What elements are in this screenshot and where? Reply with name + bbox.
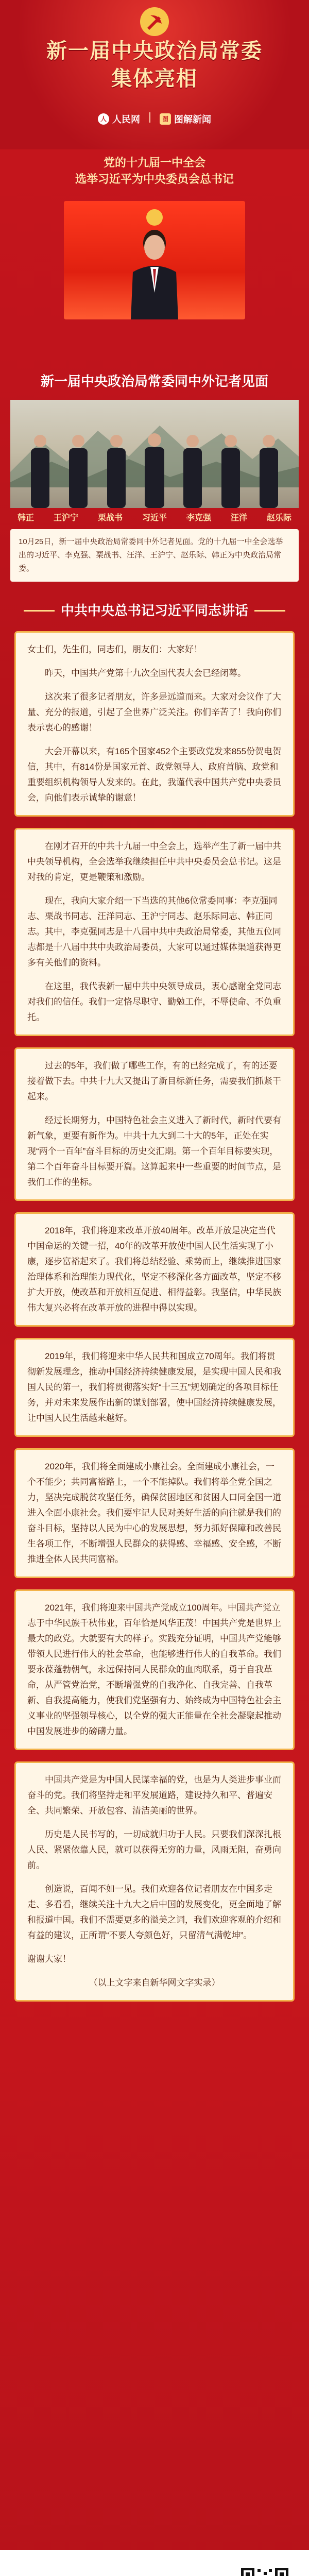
intro-paragraph: 10月25日，新一届中央政治局常委同中外记者见面。党的十九届一中全会选举出的习近平、李克强、栗战书、汪洋、王沪宁、赵乐际、韩正为中央政治局常委。 [10,529,299,582]
speech-card [14,1047,295,1201]
emblem-backdrop-icon [141,208,168,227]
member-name: 李克强 [186,514,211,522]
people-daily-logo [98,112,140,126]
speech-paragraph: 历史是人民书写的，一切成就归功于人民。只要我们深深扎根人民、紧紧依靠人民，就可以获得无穷的力量，风雨无阻，奋勇向前。 [27,1829,281,1870]
photo-caption-line1: 党的十九届一中全会 [103,156,205,169]
logo2-text: 图解新闻 [174,114,211,125]
speech-paragraph: 在这里，我代表新一届中共中央领导成员，衷心感谢全党同志对我们的信任。我们一定恪尽职守、勤勉工作，不辱使命、不负重托。 [27,981,281,1022]
speech-title: 中共中央总书记习近平同志讲话 [60,603,248,618]
speech-paragraph: 2020年，我们将全面建成小康社会。全面建成小康社会，一个不能少；共同富裕路上，一个不能掉队。我们将举全党全国之力，坚决完成脱贫攻坚任务，确保贫困地区和贫困人口同全国一道进入全面小康社会。我们要牢记人民对美好生活的向往就是我们的奋斗目标，坚持以人民为中心的发展思想，努力抓好保障和改善民生各项工作，不断增强人民群众的获得感、幸福感、安全感，不断推进全体人民共同富裕。 [27,1462,281,1564]
member-name: 栗战书 [97,514,123,522]
header-banner [0,0,309,149]
speech-card [14,631,295,817]
speech-paragraph: 女士们，先生们，同志们，朋友们：大家好！ [27,645,202,654]
graphic-news-logo [160,112,211,126]
leader-photo [64,201,245,319]
speech-paragraph: 经过长期努力，中国特色社会主义进入了新时代，新时代要有新气象，更要有新作为。中共十九大到二十大的5年，正处在实现“两个一百年”奋斗目标的历史交汇期。第一个百年目标要实现，第二个百年奋斗目标要开篇。这算起来中一些重要的时间节点，是我们工作的坐标。 [27,1115,281,1187]
speech-title-row [0,600,309,621]
graphic-news-icon: 图 [160,113,171,125]
speech-cards [14,631,295,2002]
header-logos [0,112,309,126]
member-name: 赵乐际 [266,514,291,522]
speech-paragraph: 2021年，我们将迎来中国共产党成立100周年。中国共产党立志于中华民族千秋伟业，百年恰是风华正茂！中国共产党是世界上最大的政党。大就要有大的样子。实践充分证明，中国共产党能够带领人民进行伟大的社会革命，也能够进行伟大的自我革命。我们要永葆蓬勃朝气，永远保持同人民群众的血肉联系，勇于自我革命，从严管党治党，不断增强党的自我净化、自我完善、自我革新、自我提高能力，使我们党坚强有力、始终成为中国特色社会主义事业的坚强领导核心，以全党的强大正能量在全社会凝聚起推动中国发展进步的磅礴力量。 [27,1603,281,1736]
group-section-title: 新一届中央政治局常委同中外记者见面 [40,374,268,389]
speech-card [14,1761,295,2002]
group-photo [10,400,299,508]
speech-card [14,1589,295,1750]
standing-committee-figures [21,426,288,508]
leader-photo-block [0,149,309,366]
member-names [10,511,299,523]
speech-paragraph: 昨天，中国共产党第十九次全国代表大会已经闭幕。 [45,668,246,678]
speech-paragraph: 2018年，我们将迎来改革开放40周年。改革开放是决定当代中国命运的关键一招，40年的改革开放使中国人民生活实现了小康，逐步富裕起来了。我们将总结经验、乘势而上，继续推进国家治理体系和治理能力现代化，坚定不移深化各方面改革，坚定不移扩大开放，使改革和开放相互促进、相得益彰。我坚信，中华民族伟大复兴必将在改革开放的进程中得以实现。 [27,1226,281,1313]
leader-figure-icon [126,226,183,319]
main-title-line2: 集体亮相 [111,67,198,90]
speech-card [14,1448,295,1578]
speech-card [14,1212,295,1327]
logo-divider [149,112,150,123]
photo-caption-line2: 选举习近平为中央委员会总书记 [75,173,234,185]
logo1-text: 人民网 [112,114,140,125]
speech-paragraph: 创造说，百闻不如一见。我们欢迎各位记者朋友在中国多走走、多看看，继续关注十九大之后中国的发展变化，更全面地了解和报道中国。我们不需要更多的溢美之词，我们欢迎客观的介绍和有益的建议，正所谓“不要人夸颜色好，只留清气满乾坤”。 [27,1884,281,1940]
speech-paragraph: 在刚才召开的中共十九届一中全会上，选举产生了新一届中共中央领导机构，全会选举我继续担任中共中央委员会总书记。这是对我的肯定，更是鞭策和激励。 [27,841,281,882]
speech-paragraph: 这次来了很多记者朋友，许多是远道而来。大家对会议作了大量、充分的报道，引起了全世界广泛关注。你们辛苦了！我向你们表示衷心的感谢！ [27,692,281,733]
member-name: 王沪宁 [53,514,78,522]
speech-paragraph: 大会开幕以来，有165个国家452个主要政党发来855份贺电贺信，其中，有814份是国家元首、政党领导人、政府首脑、政党和重要组织机构领导人发来的。在此，我谨代表中国共产党中央委员会，向他们表示诚挚的谢意！ [27,747,282,803]
speech-card [14,1338,295,1437]
party-emblem-icon [139,0,170,37]
qr-code-icon [239,2566,290,2576]
speech-paragraph: 过去的5年，我们做了哪些工作，有的已经完成了，有的还要接着做下去。中共十九大又提出了新目标新任务，需要我们抓紧干起来。 [27,1061,281,1101]
title-flourish-right [254,610,285,612]
speech-source-note: （以上文字来自新华网文字实录） [89,1978,220,1988]
speech-closing: 谢谢大家！ [27,1954,71,1964]
main-title-line1: 新一届中央政治局常委 [46,40,263,62]
people-logo-icon: 人 [98,113,109,125]
speech-paragraph: 现在，我向大家介绍一下当选的其他6位常委同事：李克强同志、栗战书同志、汪洋同志、王沪宁同志、赵乐际同志、韩正同志。其中，李克强同志是十八届中共中央政治局常委，其他五位同志都是十八届中共中央政治局委员，大家可以通过媒体渠道获得更多有关他们的资料。 [27,896,281,968]
title-flourish-left [24,610,55,612]
footer [0,2550,309,2576]
member-name: 韩正 [18,514,35,522]
speech-paragraph: 中国共产党是为中国人民谋幸福的党，也是为人类进步事业而奋斗的党。我们将坚持走和平发展道路，建设持久和平、普遍安全、共同繁荣、开放包容、清洁美丽的世界。 [27,1775,281,1816]
member-name: 汪洋 [230,514,247,522]
speech-card [14,828,295,1036]
speech-paragraph: 2019年，我们将迎来中华人民共和国成立70周年。我们将贯彻新发展理念，推动中国经济持续健康发展，是实现中国人民和我国人民的第一，我们将贯彻落实好“十三五”规划确定的各项目标任务，并对未来发展作出新的谋划部署，使中国经济持续健康发展，让中国人民生活越来越好。 [27,1351,281,1423]
member-name: 习近平 [142,514,167,522]
